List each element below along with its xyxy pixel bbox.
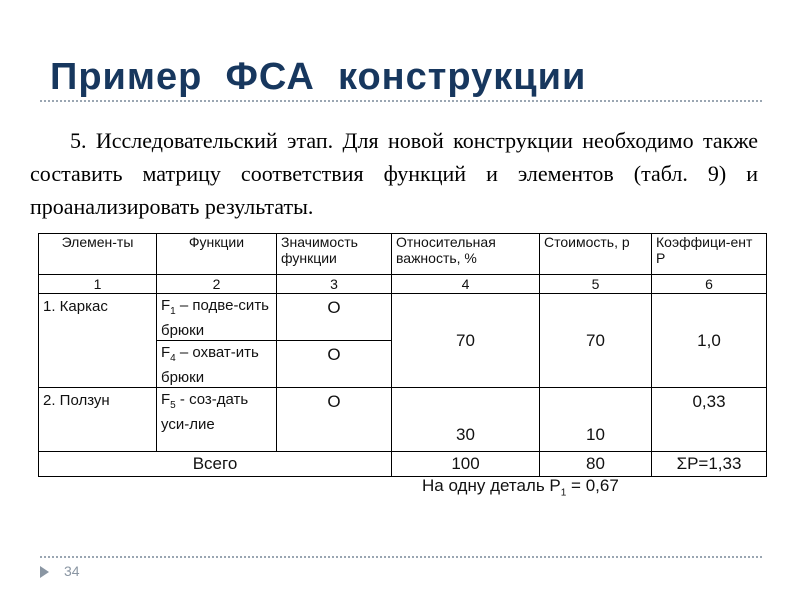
function-text: – подве-сить брюки <box>161 297 270 339</box>
fsa-matrix-table <box>38 233 767 477</box>
significance-f4: O <box>277 341 392 388</box>
column-number: 5 <box>540 275 652 294</box>
table-header-row <box>39 234 767 275</box>
coefficient-frame: 1,0 <box>652 294 767 388</box>
function-f1 <box>157 294 277 341</box>
header-elements: Элемен-ты <box>39 234 157 275</box>
cost-frame: 70 <box>540 294 652 388</box>
per-part-index: 1 <box>560 487 567 499</box>
per-part-value: = 0,67 <box>566 476 619 495</box>
function-code: F <box>161 344 171 361</box>
table-row <box>39 294 767 341</box>
header-cost: Стоимость, р <box>540 234 652 275</box>
cost-slider: 10 <box>540 388 652 452</box>
footer-divider <box>40 556 762 558</box>
function-code: F <box>161 391 171 408</box>
significance-f1: O <box>277 294 392 341</box>
function-index: 5 <box>170 400 176 411</box>
coefficient-slider: 0,33 <box>652 388 767 452</box>
paragraph-text: 5. Исследовательский этап. Для новой конструкции необходимо также составить матрицу соответствия функций и элементов (табл. 9) и проанализировать результаты. <box>30 128 758 219</box>
total-row <box>39 452 767 477</box>
function-code: F <box>161 297 171 314</box>
function-index: 4 <box>170 353 176 364</box>
total-importance: 100 <box>392 452 540 477</box>
fsa-matrix-table-wrap <box>38 233 766 477</box>
function-text: - соз-дать уси-лие <box>161 391 249 433</box>
element-slider: 2. Ползун <box>39 388 157 452</box>
column-number: 2 <box>157 275 277 294</box>
per-part-note <box>422 476 619 498</box>
function-f4 <box>157 341 277 388</box>
header-significance: Значимость функции <box>277 234 392 275</box>
slide-paragraph <box>30 124 758 223</box>
importance-frame: 70 <box>392 294 540 388</box>
total-label: Всего <box>39 452 392 477</box>
column-number-row <box>39 275 767 294</box>
per-part-prefix: На одну деталь Р <box>422 476 561 495</box>
significance-f5: O <box>277 388 392 452</box>
header-functions: Функции <box>157 234 277 275</box>
header-relative-importance: Относительная важность, % <box>392 234 540 275</box>
total-cost: 80 <box>540 452 652 477</box>
table-row <box>39 388 767 452</box>
column-number: 4 <box>392 275 540 294</box>
importance-slider: 30 <box>392 388 540 452</box>
column-number: 3 <box>277 275 392 294</box>
header-coefficient: Коэффици-ент Р <box>652 234 767 275</box>
column-number: 1 <box>39 275 157 294</box>
function-text: – охват-ить брюки <box>161 344 259 386</box>
element-frame: 1. Каркас <box>39 294 157 388</box>
slide-title: Пример ФСА конструкции <box>50 56 587 98</box>
page-number: 34 <box>64 563 80 579</box>
function-f5 <box>157 388 277 452</box>
function-index: 1 <box>170 306 176 317</box>
total-coefficient: ΣР=1,33 <box>652 452 767 477</box>
triangle-bullet-icon <box>40 566 49 578</box>
column-number: 6 <box>652 275 767 294</box>
title-divider <box>40 100 762 102</box>
